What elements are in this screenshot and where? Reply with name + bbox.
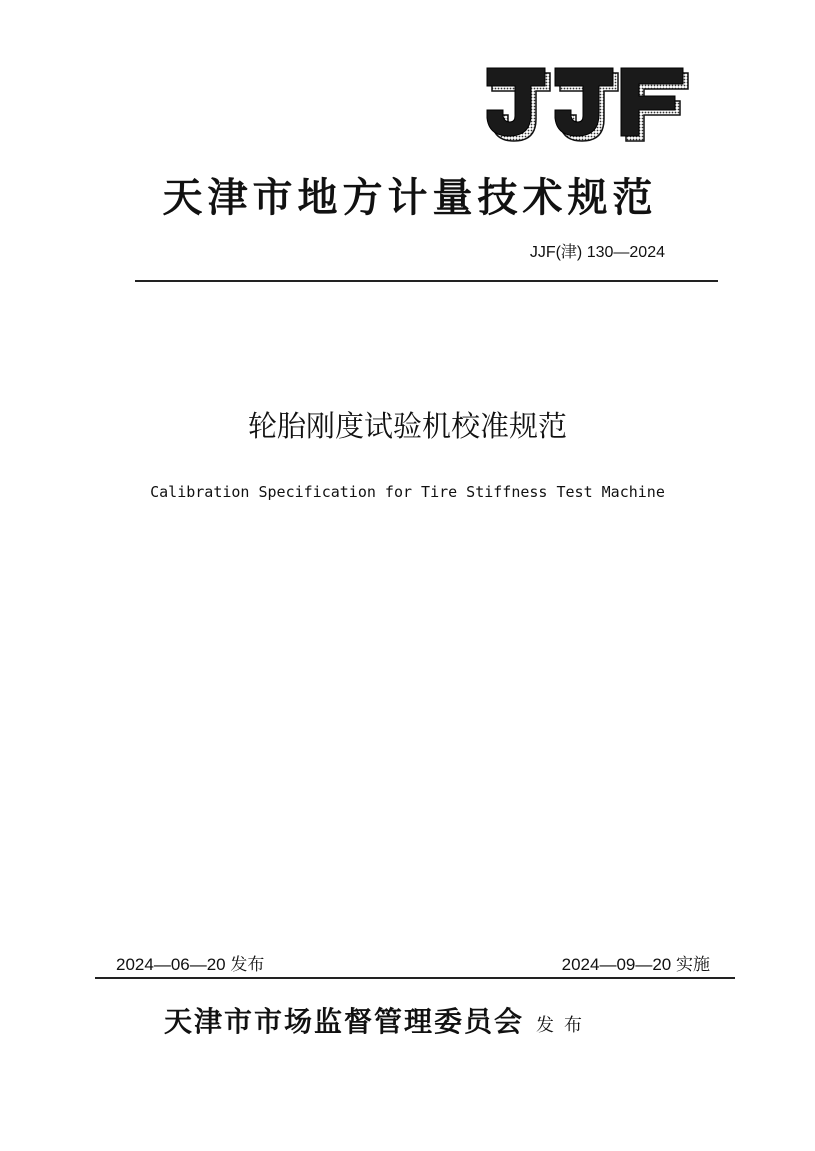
standard-category: 天津市地方计量技术规范 — [162, 174, 658, 221]
issuer-action: 发布 — [536, 1015, 593, 1036]
issue-date: 2024—06—20 发布 — [116, 955, 265, 974]
issuer-name: 天津市市场监督管理委员会 — [164, 1005, 525, 1038]
standard-number: JJF(津) 130—2024 — [529, 244, 665, 261]
jjf-logo — [483, 64, 695, 144]
top-divider — [135, 280, 718, 282]
implementation-date: 2024—09—20 实施 — [561, 955, 710, 974]
document-title-chinese: 轮胎刚度试验机校准规范 — [247, 409, 567, 443]
issuer-row — [164, 1000, 592, 1040]
bottom-divider — [95, 977, 735, 979]
document-title-english: Calibration Specification for Tire Stiffness Test Machine — [150, 483, 665, 501]
